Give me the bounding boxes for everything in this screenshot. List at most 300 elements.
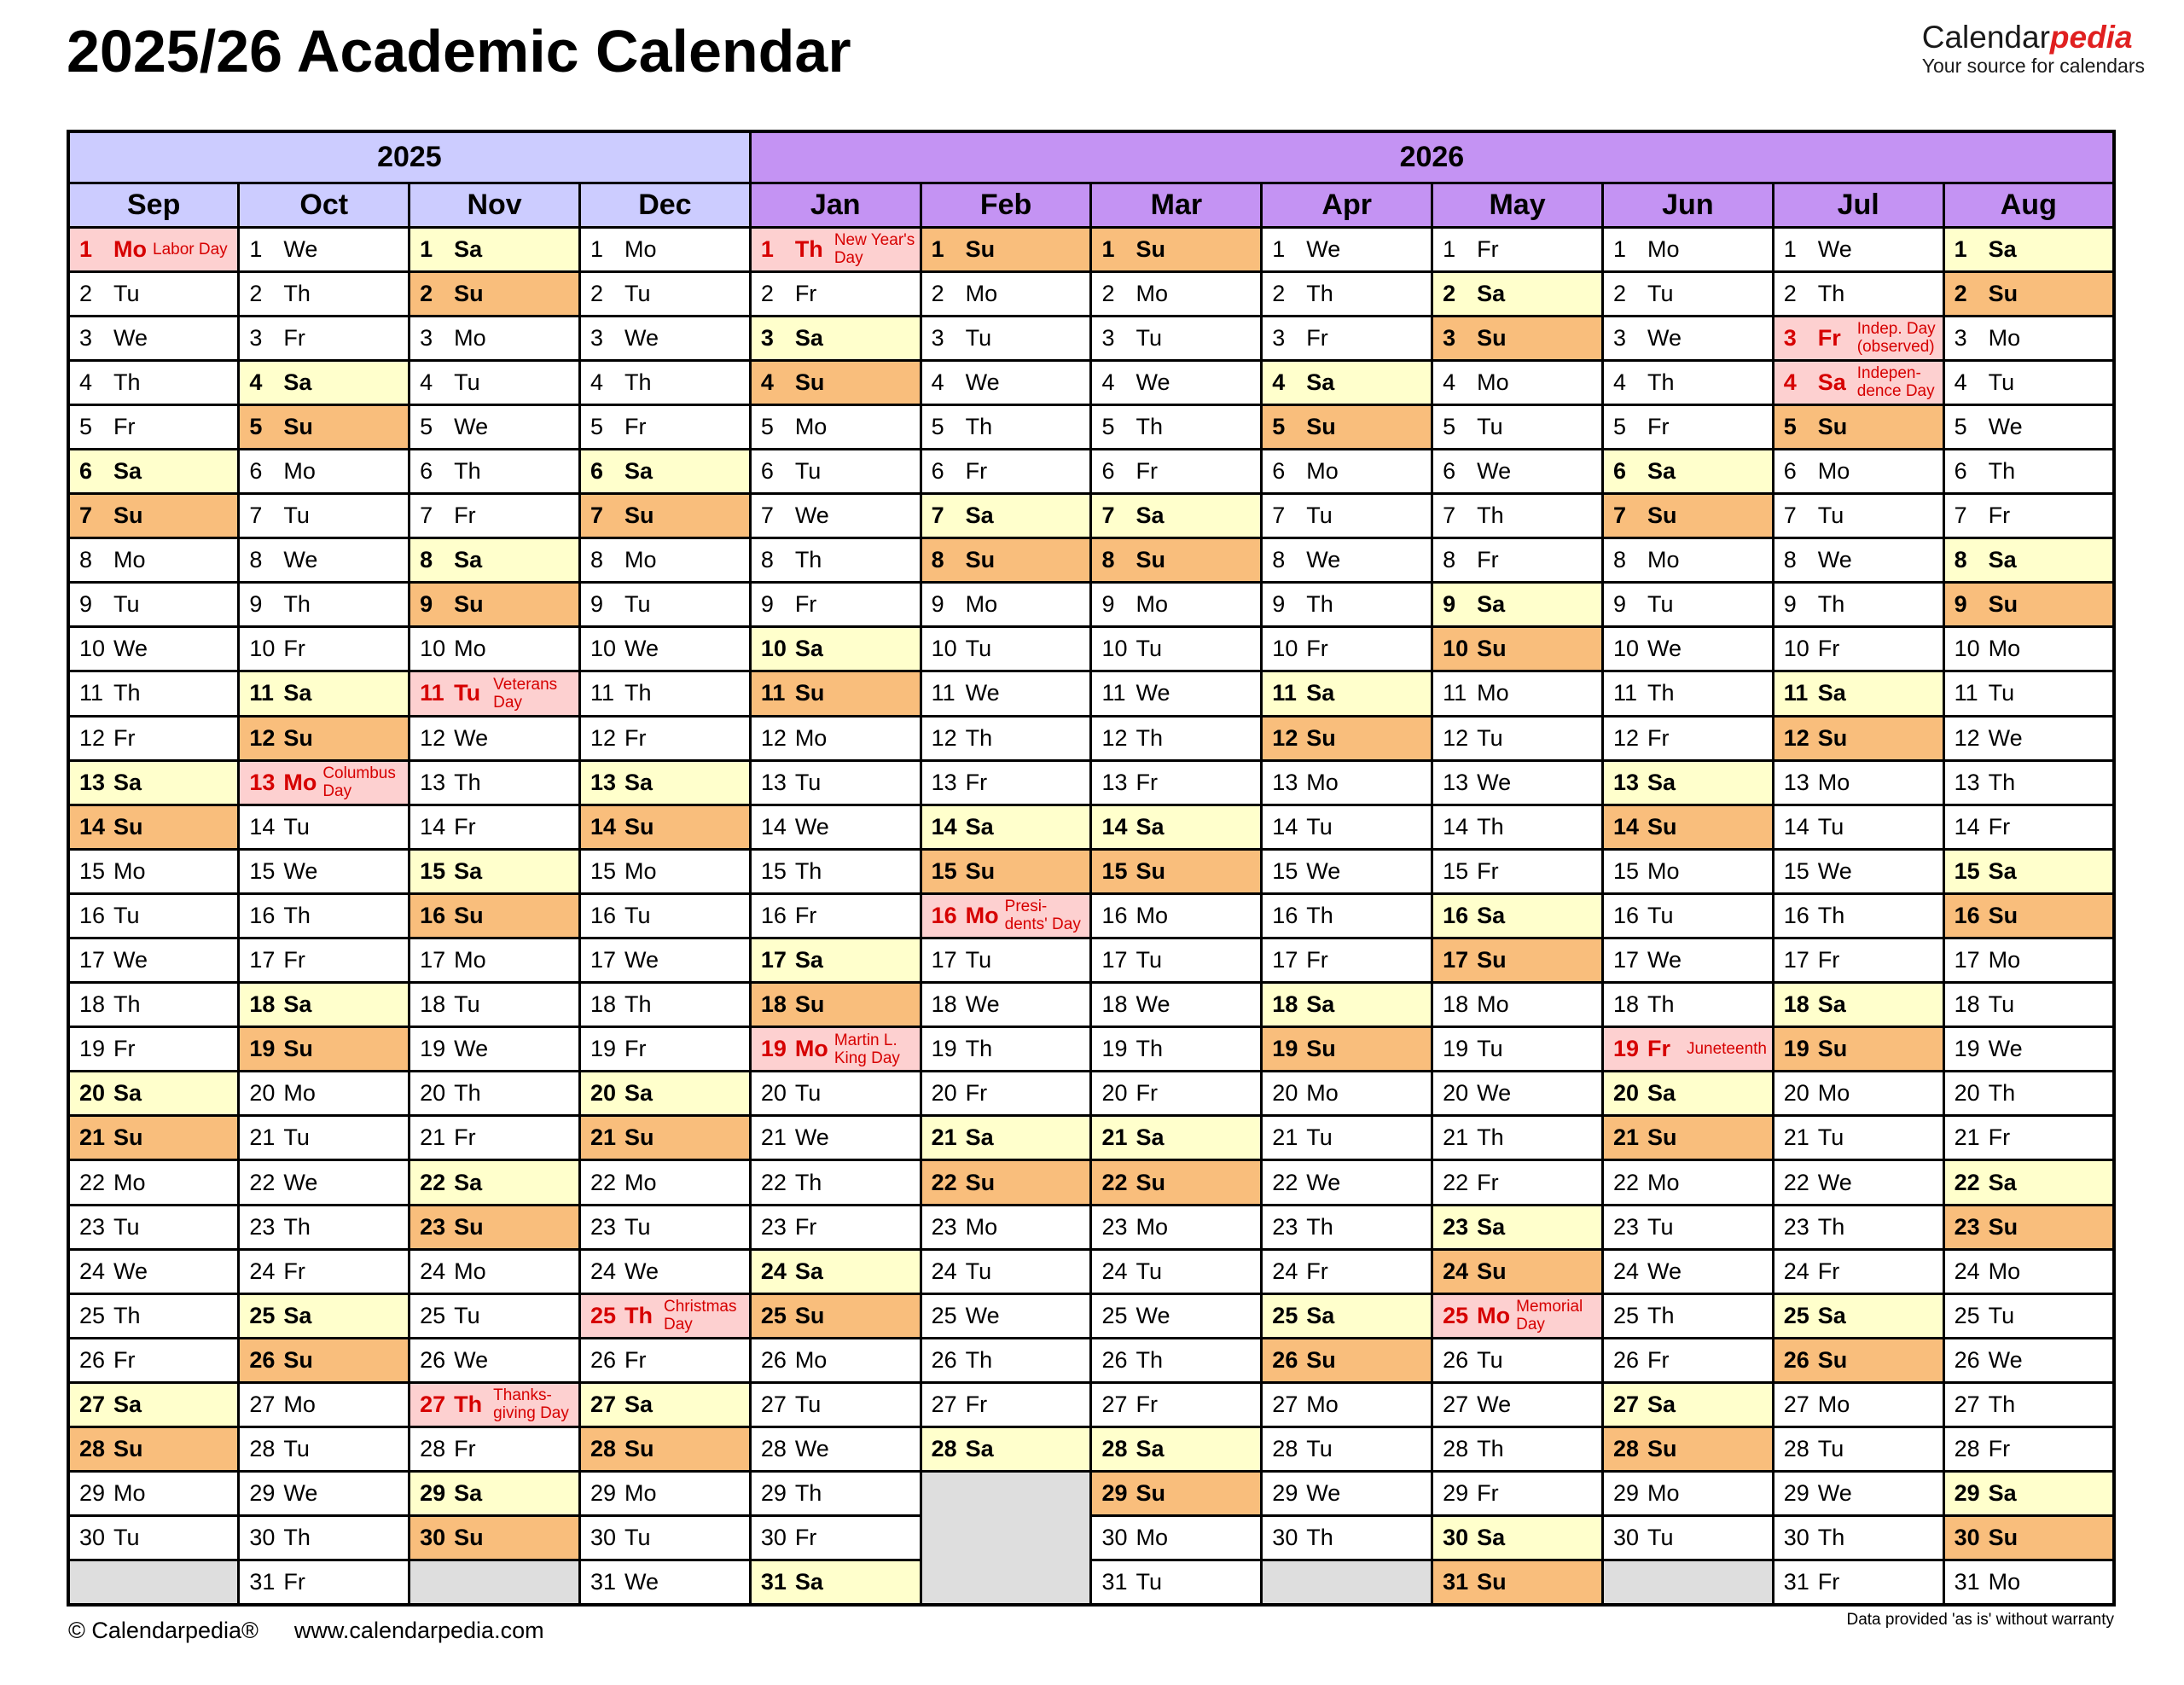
day-cell <box>1432 1472 1603 1516</box>
day-cell-content <box>1433 1392 1601 1418</box>
day-cell-content <box>1945 547 2112 573</box>
day-cell-content <box>752 1214 920 1241</box>
weekday-abbr: Fr <box>454 1436 476 1462</box>
day-number: 29 <box>1783 1480 1809 1507</box>
day-cell <box>410 494 580 538</box>
day-cell-content <box>1092 591 1260 618</box>
day-cell <box>1432 849 1603 893</box>
day-cell-content <box>410 591 578 618</box>
holiday-cell <box>579 1293 750 1338</box>
day-cell <box>750 1072 921 1116</box>
weekday-abbr: Fr <box>283 324 305 351</box>
day-number: 3 <box>79 324 93 351</box>
day-cell-content <box>1945 1170 2112 1196</box>
day-cell-content <box>1945 903 2112 929</box>
day-number: 1 <box>1101 235 1115 262</box>
day-cell <box>410 1027 580 1072</box>
day-cell <box>921 938 1091 983</box>
day-number: 19 <box>1954 1036 1980 1062</box>
day-number: 8 <box>1101 547 1115 573</box>
day-number: 4 <box>1783 369 1797 395</box>
day-cell-content <box>1263 1124 1431 1151</box>
weekday-abbr: Mo <box>1136 902 1168 928</box>
day-cell <box>410 627 580 671</box>
empty-cell <box>1602 1560 1773 1605</box>
day-cell <box>750 671 921 716</box>
weekday-abbr: Su <box>624 503 654 529</box>
day-cell-content <box>1604 1436 1772 1462</box>
weekday-abbr: Su <box>1817 1036 1848 1062</box>
day-cell <box>239 404 410 449</box>
day-number: 10 <box>1272 636 1298 662</box>
weekday-abbr: Tu <box>965 636 992 662</box>
day-cell <box>1262 227 1432 271</box>
weekday-abbr: Th <box>1477 1436 1504 1462</box>
day-cell <box>1091 1427 1262 1472</box>
weekday-abbr: Su <box>965 1169 996 1195</box>
day-cell <box>750 1338 921 1382</box>
day-cell <box>1262 1516 1432 1560</box>
day-cell <box>921 449 1091 493</box>
holiday-label: Columbus Day <box>322 764 396 801</box>
calendar-row <box>68 716 2114 760</box>
day-number: 23 <box>420 1213 446 1240</box>
day-number: 30 <box>590 1525 617 1551</box>
day-number: 1 <box>249 235 263 262</box>
day-cell <box>68 805 239 849</box>
weekday-abbr: Su <box>1306 413 1336 439</box>
day-number: 31 <box>760 1569 787 1595</box>
calendar-row <box>68 227 2114 271</box>
weekday-abbr: We <box>624 947 659 973</box>
day-number: 7 <box>420 503 433 529</box>
day-cell <box>921 583 1091 627</box>
day-number: 9 <box>1272 591 1286 618</box>
day-cell-content <box>410 1124 578 1151</box>
weekday-abbr: Fr <box>794 1213 817 1240</box>
day-cell-content <box>240 680 408 706</box>
weekday-abbr: Fr <box>624 1346 647 1373</box>
day-cell <box>579 404 750 449</box>
day-number: 17 <box>420 947 446 973</box>
weekday-abbr: Mo <box>624 547 657 573</box>
weekday-abbr: Fr <box>1136 1080 1158 1107</box>
day-cell-content <box>70 1303 237 1329</box>
day-cell <box>239 1516 410 1560</box>
weekday-abbr: Fr <box>965 1080 988 1107</box>
day-cell <box>1091 1560 1262 1605</box>
weekday-abbr: Su <box>1647 813 1677 840</box>
day-cell <box>1943 760 2114 805</box>
weekday-abbr: We <box>794 1124 829 1151</box>
day-cell <box>1773 1338 1943 1382</box>
weekday-abbr: Tu <box>1817 1436 1844 1462</box>
day-number: 31 <box>1101 1569 1128 1595</box>
day-number: 25 <box>1954 1302 1980 1328</box>
weekday-abbr: Fr <box>1477 1480 1499 1507</box>
day-number: 9 <box>1954 591 1967 618</box>
day-number: 7 <box>1954 503 1967 529</box>
day-number: 23 <box>1612 1213 1639 1240</box>
day-cell <box>1602 1472 1773 1516</box>
day-cell <box>1091 805 1262 849</box>
day-number: 6 <box>1954 458 1967 485</box>
day-cell-content <box>1774 1525 1943 1551</box>
day-cell-content <box>1774 903 1943 929</box>
day-cell-content <box>581 236 749 263</box>
weekday-abbr: Su <box>1988 1213 2018 1240</box>
day-cell <box>1773 938 1943 983</box>
holiday-cell <box>410 671 580 716</box>
day-number: 25 <box>249 1302 276 1328</box>
day-number: 15 <box>1101 857 1128 884</box>
day-number: 17 <box>1443 947 1469 973</box>
weekday-abbr: Su <box>454 902 484 928</box>
day-number: 17 <box>249 947 276 973</box>
day-number: 3 <box>1101 324 1115 351</box>
day-number: 4 <box>931 369 944 395</box>
weekday-abbr: Su <box>1136 1480 1165 1507</box>
weekday-abbr: Tu <box>965 947 992 973</box>
day-number: 7 <box>760 503 774 529</box>
day-number: 13 <box>931 769 957 795</box>
day-cell <box>579 583 750 627</box>
weekday-abbr: Mo <box>1647 857 1680 884</box>
day-cell <box>579 849 750 893</box>
day-number: 28 <box>1272 1436 1298 1462</box>
day-number: 18 <box>1101 991 1128 1018</box>
day-number: 25 <box>79 1302 106 1328</box>
weekday-abbr: Fr <box>965 769 988 795</box>
day-cell <box>921 1293 1091 1338</box>
day-cell <box>1773 1160 1943 1205</box>
weekday-abbr: Fr <box>113 413 136 439</box>
day-number: 28 <box>1612 1436 1639 1462</box>
day-number: 8 <box>249 547 263 573</box>
weekday-abbr: Fr <box>1817 947 1840 973</box>
day-cell-content <box>581 1298 749 1333</box>
day-number: 10 <box>249 636 276 662</box>
day-number: 2 <box>1101 280 1115 306</box>
day-cell <box>410 1205 580 1249</box>
weekday-abbr: Fr <box>1817 1569 1840 1595</box>
weekday-abbr: Su <box>1477 947 1507 973</box>
day-cell <box>410 1249 580 1293</box>
day-cell <box>921 760 1091 805</box>
day-cell <box>68 1516 239 1560</box>
day-cell <box>1091 1205 1262 1249</box>
day-cell-content <box>240 636 408 662</box>
day-cell <box>1943 1205 2114 1249</box>
weekday-abbr: Mo <box>965 280 998 306</box>
day-cell <box>1262 1160 1432 1205</box>
day-number: 6 <box>420 458 433 485</box>
day-cell-content <box>1092 414 1260 440</box>
day-cell-content <box>1945 503 2112 529</box>
weekday-abbr: Fr <box>1647 1346 1670 1373</box>
day-number: 11 <box>1954 680 1978 706</box>
day-cell-content <box>410 1214 578 1241</box>
day-cell <box>921 849 1091 893</box>
weekday-abbr: Su <box>454 1525 484 1551</box>
day-number: 10 <box>1612 636 1639 662</box>
day-number: 3 <box>760 324 774 351</box>
day-cell <box>750 538 921 583</box>
day-cell <box>1943 627 2114 671</box>
day-cell-content <box>70 236 237 263</box>
day-cell-content <box>752 231 920 267</box>
day-cell-content <box>70 281 237 307</box>
weekday-abbr: Tu <box>1306 503 1333 529</box>
day-number: 12 <box>1272 724 1298 751</box>
day-cell <box>1773 893 1943 938</box>
day-cell-content <box>1433 947 1601 973</box>
weekday-abbr: Su <box>1988 280 2018 306</box>
day-cell-content <box>1774 458 1943 485</box>
day-cell-content <box>922 1170 1090 1196</box>
day-number: 10 <box>420 636 446 662</box>
day-number: 16 <box>1272 902 1298 928</box>
weekday-abbr: We <box>113 324 148 351</box>
day-number: 14 <box>1612 813 1639 840</box>
day-cell-content <box>70 1170 237 1196</box>
day-cell-content <box>581 770 749 796</box>
day-cell <box>1432 1116 1603 1160</box>
day-cell <box>1602 1116 1773 1160</box>
weekday-abbr: Tu <box>1988 680 2015 706</box>
day-number: 17 <box>760 947 787 973</box>
day-cell <box>68 1072 239 1116</box>
weekday-abbr: Tu <box>1306 1436 1333 1462</box>
day-number: 13 <box>590 769 617 795</box>
calendar-row <box>68 849 2114 893</box>
weekday-abbr: Sa <box>1647 769 1676 795</box>
day-cell-content <box>1263 991 1431 1018</box>
day-cell-content <box>1945 1525 2112 1551</box>
day-number: 18 <box>249 991 276 1018</box>
weekday-abbr: Sa <box>794 1569 823 1595</box>
day-cell <box>750 1160 921 1205</box>
day-number: 11 <box>1443 680 1467 706</box>
day-cell-content <box>410 1303 578 1329</box>
weekday-abbr: Tu <box>1136 636 1162 662</box>
day-number: 11 <box>760 680 786 706</box>
day-cell <box>1943 1382 2114 1426</box>
day-number: 22 <box>249 1169 276 1195</box>
day-number: 23 <box>1783 1213 1809 1240</box>
day-number: 24 <box>1783 1258 1809 1284</box>
weekday-abbr: Tu <box>1136 1569 1162 1595</box>
day-number: 17 <box>1783 947 1809 973</box>
day-cell-content <box>581 814 749 840</box>
day-number: 8 <box>79 547 93 573</box>
day-cell-content <box>752 1480 920 1507</box>
day-cell-content <box>752 1347 920 1374</box>
day-number: 25 <box>1101 1302 1128 1328</box>
day-cell <box>1943 938 2114 983</box>
day-cell <box>1602 1160 1773 1205</box>
day-cell-content <box>752 1436 920 1462</box>
holiday-label: New Year's Day <box>834 231 915 268</box>
day-number: 7 <box>1272 503 1286 529</box>
weekday-abbr: Su <box>1136 547 1165 573</box>
day-cell <box>239 538 410 583</box>
day-cell <box>1773 716 1943 760</box>
weekday-abbr: Th <box>1817 1525 1845 1551</box>
weekday-abbr: Tu <box>283 1124 310 1151</box>
day-number: 20 <box>1612 1080 1639 1107</box>
day-number: 16 <box>1101 902 1128 928</box>
weekday-abbr: Mo <box>1988 324 2021 351</box>
day-cell-content <box>752 414 920 440</box>
weekday-abbr: Mo <box>1136 1213 1168 1240</box>
weekday-abbr: Tu <box>1136 1258 1162 1284</box>
day-cell-content <box>1433 636 1601 662</box>
day-cell-content <box>1092 858 1260 885</box>
day-cell <box>1091 227 1262 271</box>
holiday-cell <box>921 893 1091 938</box>
day-cell <box>1091 494 1262 538</box>
day-cell <box>1943 1516 2114 1560</box>
day-cell-content <box>240 414 408 440</box>
weekday-abbr: Sa <box>794 947 823 973</box>
weekday-abbr: Fr <box>1988 813 2011 840</box>
weekday-abbr: Mo <box>454 1258 486 1284</box>
day-cell-content <box>1604 725 1772 752</box>
weekday-abbr: Su <box>283 724 313 751</box>
day-cell <box>239 1027 410 1072</box>
day-number: 29 <box>760 1480 787 1507</box>
day-cell-content <box>1263 636 1431 662</box>
day-cell-content <box>922 814 1090 840</box>
day-cell-content <box>922 1124 1090 1151</box>
day-cell-content <box>1092 947 1260 973</box>
day-number: 6 <box>1612 458 1626 485</box>
day-cell-content <box>410 281 578 307</box>
day-cell <box>750 1249 921 1293</box>
day-cell <box>239 1338 410 1382</box>
weekday-abbr: Fr <box>1988 1436 2011 1462</box>
weekday-abbr: We <box>1817 547 1852 573</box>
weekday-abbr: Sa <box>283 991 312 1018</box>
weekday-abbr: Tu <box>113 280 140 306</box>
calendar-row <box>68 271 2114 316</box>
day-cell <box>579 1382 750 1426</box>
day-cell <box>1602 1338 1773 1382</box>
day-number: 20 <box>760 1080 787 1107</box>
day-number: 13 <box>1272 769 1298 795</box>
day-number: 21 <box>249 1124 276 1151</box>
day-cell-content <box>70 858 237 885</box>
day-number: 15 <box>1272 857 1298 884</box>
day-cell-content <box>922 725 1090 752</box>
day-cell <box>1262 671 1432 716</box>
calendar-row <box>68 1116 2114 1160</box>
day-number: 29 <box>1101 1480 1128 1507</box>
day-cell-content <box>1774 725 1943 752</box>
weekday-abbr: Fr <box>1647 724 1670 751</box>
weekday-abbr: Sa <box>1136 503 1165 529</box>
day-cell <box>921 1027 1091 1072</box>
day-number: 12 <box>420 724 446 751</box>
day-cell-content <box>581 1525 749 1551</box>
day-cell-content <box>1092 1170 1260 1196</box>
day-cell-content <box>1774 1170 1943 1196</box>
weekday-abbr: Th <box>624 991 652 1018</box>
day-cell-content <box>581 1124 749 1151</box>
day-cell-content <box>752 770 920 796</box>
weekday-abbr: Mo <box>1306 1080 1339 1107</box>
day-cell-content <box>1263 369 1431 396</box>
weekday-abbr: Tu <box>1817 1124 1844 1151</box>
day-cell-content <box>1263 858 1431 885</box>
day-number: 2 <box>760 280 774 306</box>
weekday-abbr: Th <box>454 458 481 485</box>
day-cell-content <box>70 1392 237 1418</box>
day-cell <box>750 1116 921 1160</box>
day-number: 9 <box>1612 591 1626 618</box>
day-cell-content <box>1092 281 1260 307</box>
day-cell-content <box>1604 680 1772 706</box>
day-number: 8 <box>1783 547 1797 573</box>
day-number: 22 <box>79 1169 106 1195</box>
day-cell-content <box>1945 1347 2112 1374</box>
day-cell <box>1773 227 1943 271</box>
day-cell-content <box>1774 547 1943 573</box>
day-number: 16 <box>760 902 787 928</box>
weekday-abbr: We <box>283 1169 318 1195</box>
day-cell <box>1602 1205 1773 1249</box>
day-cell-content <box>581 636 749 662</box>
day-cell-content <box>1604 1525 1772 1551</box>
weekday-abbr: Sa <box>1817 680 1846 706</box>
day-number: 25 <box>931 1302 957 1328</box>
day-number: 8 <box>931 547 944 573</box>
day-number: 29 <box>1272 1480 1298 1507</box>
day-cell-content <box>1092 636 1260 662</box>
day-cell-content <box>1433 991 1601 1018</box>
day-number: 5 <box>590 413 604 439</box>
day-number: 19 <box>1443 1036 1469 1062</box>
month-header-dec: Dec <box>579 183 750 227</box>
day-cell-content <box>1092 458 1260 485</box>
day-number: 21 <box>760 1124 787 1151</box>
day-cell <box>239 1560 410 1605</box>
weekday-abbr: Sa <box>965 503 994 529</box>
weekday-abbr: Mo <box>1817 769 1850 795</box>
day-number: 3 <box>420 324 433 351</box>
day-cell-content <box>1433 680 1601 706</box>
day-number: 30 <box>420 1525 446 1551</box>
weekday-abbr: Su <box>283 413 313 439</box>
day-cell-content <box>1092 1480 1260 1507</box>
day-cell <box>1943 893 2114 938</box>
day-cell <box>1262 627 1432 671</box>
day-cell <box>68 1027 239 1072</box>
weekday-abbr: Sa <box>1136 813 1165 840</box>
weekday-abbr: Fr <box>1477 235 1499 262</box>
day-cell-content <box>240 1525 408 1551</box>
day-cell <box>239 1382 410 1426</box>
day-number: 5 <box>1783 413 1797 439</box>
weekday-abbr: Th <box>113 1302 141 1328</box>
weekday-abbr: Mo <box>1988 636 2021 662</box>
weekday-abbr: We <box>965 369 1000 395</box>
day-cell <box>1262 849 1432 893</box>
calendar-row <box>68 1205 2114 1249</box>
weekday-abbr: Su <box>1477 324 1507 351</box>
calendar-row <box>68 1249 2114 1293</box>
